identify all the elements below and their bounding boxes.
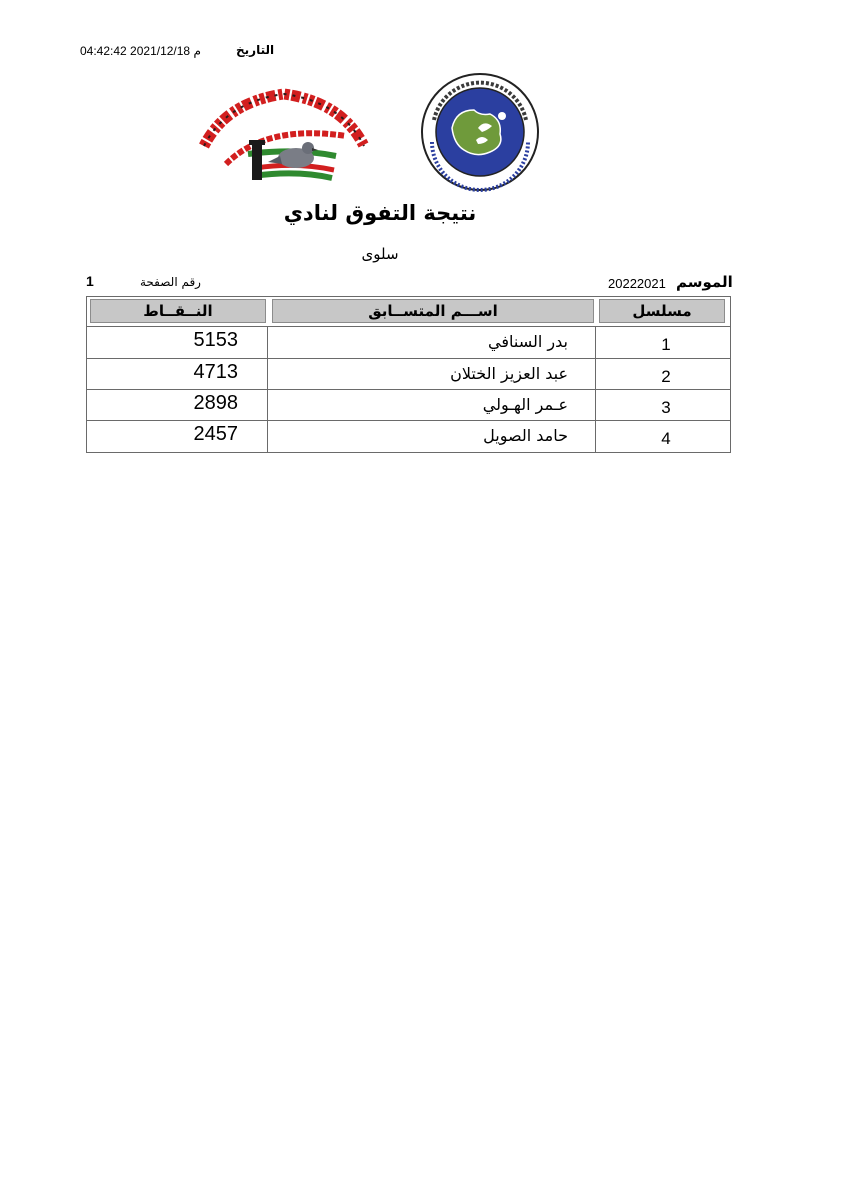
cell-points: 2457 [193, 423, 238, 445]
table-row [86, 359, 731, 390]
page-number-label: رقم الصفحة [140, 275, 201, 289]
page-subtitle: سلوى [361, 245, 399, 263]
date-label: التاريخ [236, 43, 275, 57]
page-title: نتيجة التفوق لنادي [283, 201, 477, 225]
results-table [86, 296, 731, 453]
season-label: الموسم [676, 273, 733, 291]
header-points: النــقــاط [90, 299, 266, 323]
season-value: 20222021 [608, 276, 666, 291]
date-line [70, 42, 280, 60]
table-row [86, 421, 731, 452]
table-row [86, 327, 731, 358]
cell-serial: 2 [661, 367, 671, 386]
cell-name: بدر السنافي [488, 332, 568, 351]
federation-logo-graphic [418, 70, 542, 194]
cell-name: عـمر الهـولي [482, 395, 568, 414]
club-logo-graphic [196, 84, 372, 188]
cell-serial: 1 [661, 335, 671, 354]
cell-serial: 3 [661, 398, 671, 417]
club-logo [196, 84, 372, 188]
table-row [86, 390, 731, 421]
cell-serial: 4 [661, 429, 671, 448]
page-number-value: 1 [86, 273, 94, 289]
header-name: اســـم المتســابق [272, 299, 594, 323]
cell-points: 5153 [193, 329, 238, 351]
date-value: 04:42:42 2021/12/18 م [80, 44, 201, 58]
cell-points: 2898 [193, 392, 238, 414]
header-serial: مسلسل [599, 299, 725, 323]
cell-points: 4713 [193, 361, 238, 383]
federation-logo [418, 70, 542, 194]
cell-name: عبد العزيز الختلان [450, 364, 568, 383]
cell-name: حامد الصويل [483, 426, 568, 445]
